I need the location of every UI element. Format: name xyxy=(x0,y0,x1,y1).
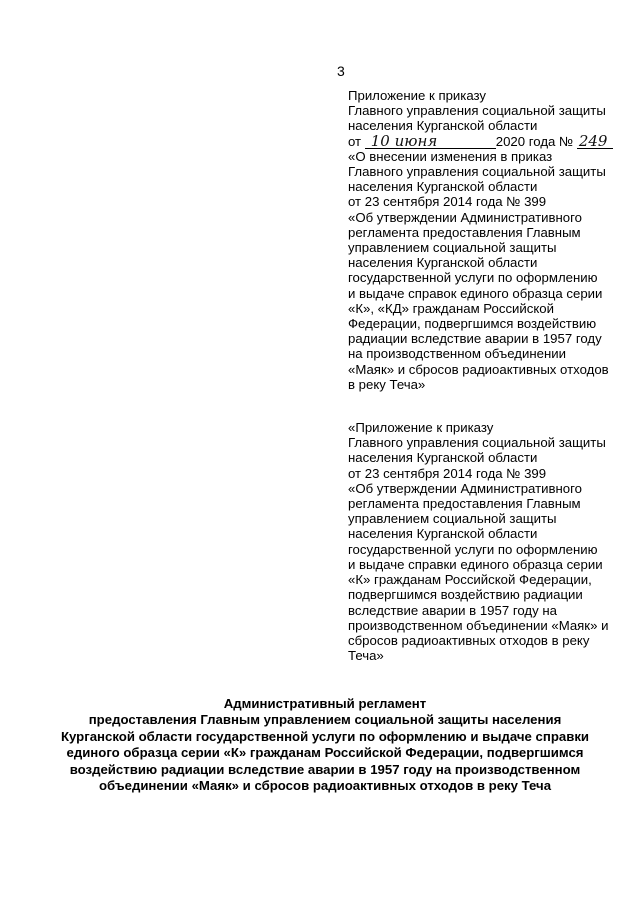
appendix-line: регламента предоставления Главным xyxy=(348,224,581,240)
appendix-line: населения Курганской области xyxy=(348,255,538,271)
appendix-2-line: регламента предоставления Главным xyxy=(348,496,581,512)
order-date-number-line xyxy=(348,131,616,150)
appendix-2-line: производственном объединении «Маяк» и xyxy=(348,617,609,633)
appendix-line: от 23 сентября 2014 года № 399 xyxy=(348,194,547,210)
title-line: воздействию радиации вследствие аварии в 1957 году на производственном xyxy=(69,761,581,777)
handwritten-date: 10 июня xyxy=(365,135,496,149)
appendix-2-line: «К» гражданам Российской Федерации, xyxy=(348,572,592,588)
title-line: объединении «Маяк» и сбросов радиоактивных отходов в реку Теча xyxy=(98,778,552,794)
appendix-line: Федерации, подвергшимся воздействию xyxy=(348,316,597,332)
order-year-label: 2020 года № xyxy=(495,133,574,149)
appendix-line: населения Курганской области xyxy=(348,179,538,195)
appendix-line: в реку Теча» xyxy=(348,376,426,392)
appendix-header xyxy=(348,88,616,663)
appendix-2-line: населения Курганской области xyxy=(348,450,538,466)
appendix-2-line: «Приложение к приказу xyxy=(348,420,494,436)
document-title xyxy=(60,696,590,794)
appendix-2-line: сбросов радиоактивных отходов в реку xyxy=(348,632,590,648)
appendix-2-line: Теча» xyxy=(348,648,384,664)
appendix-line: Приложение к приказу xyxy=(348,88,487,103)
appendix-line: государственной услуги по оформлению xyxy=(348,270,598,286)
appendix-line: радиации вследствие аварии в 1957 году xyxy=(348,331,602,347)
section-spacer xyxy=(348,392,616,420)
appendix-line: Главного управления социальной защиты xyxy=(348,103,606,119)
appendix-2-line: подвергшимся воздействию радиации xyxy=(348,587,583,603)
appendix-line: Главного управления социальной защиты xyxy=(348,164,606,180)
title-line: Курганской области государственной услуги по оформлению и выдаче справки xyxy=(60,728,590,744)
appendix-2-line: вследствие аварии в 1957 году на xyxy=(348,602,557,618)
title-line: Административный регламент xyxy=(223,696,427,711)
appendix-line: «К», «КД» гражданам Российской xyxy=(348,300,554,316)
appendix-2-line: и выдаче справки единого образца серии xyxy=(348,556,603,572)
appendix-line: управлением социальной защиты xyxy=(348,240,557,256)
appendix-2-line: населения Курганской области xyxy=(348,526,538,542)
title-line: предоставления Главным управлением социальной защиты населения xyxy=(88,712,562,728)
page-number: 3 xyxy=(337,63,345,79)
appendix-line: и выдаче справок единого образца серии xyxy=(348,285,603,301)
appendix-line: «Об утверждении Административного xyxy=(348,209,582,225)
appendix-2-line: от 23 сентября 2014 года № 399 xyxy=(348,465,547,481)
title-line: единого образца серии «К» гражданам Российской Федерации, подвергшимся xyxy=(66,745,584,761)
handwritten-order-number: 249 xyxy=(577,135,613,149)
appendix-2-line: Главного управления социальной защиты xyxy=(348,435,606,451)
appendix-line: на производственном объединении xyxy=(348,346,566,362)
appendix-line: «О внесении изменения в приказ xyxy=(348,148,553,164)
appendix-2-line: «Об утверждении Административного xyxy=(348,480,582,496)
appendix-line: «Маяк» и сбросов радиоактивных отходов xyxy=(348,361,609,377)
appendix-line: населения Курганской области xyxy=(348,118,538,134)
appendix-2-line: управлением социальной защиты xyxy=(348,511,557,527)
order-prefix: от xyxy=(348,133,362,149)
appendix-2-line: государственной услуги по оформлению xyxy=(348,541,598,557)
